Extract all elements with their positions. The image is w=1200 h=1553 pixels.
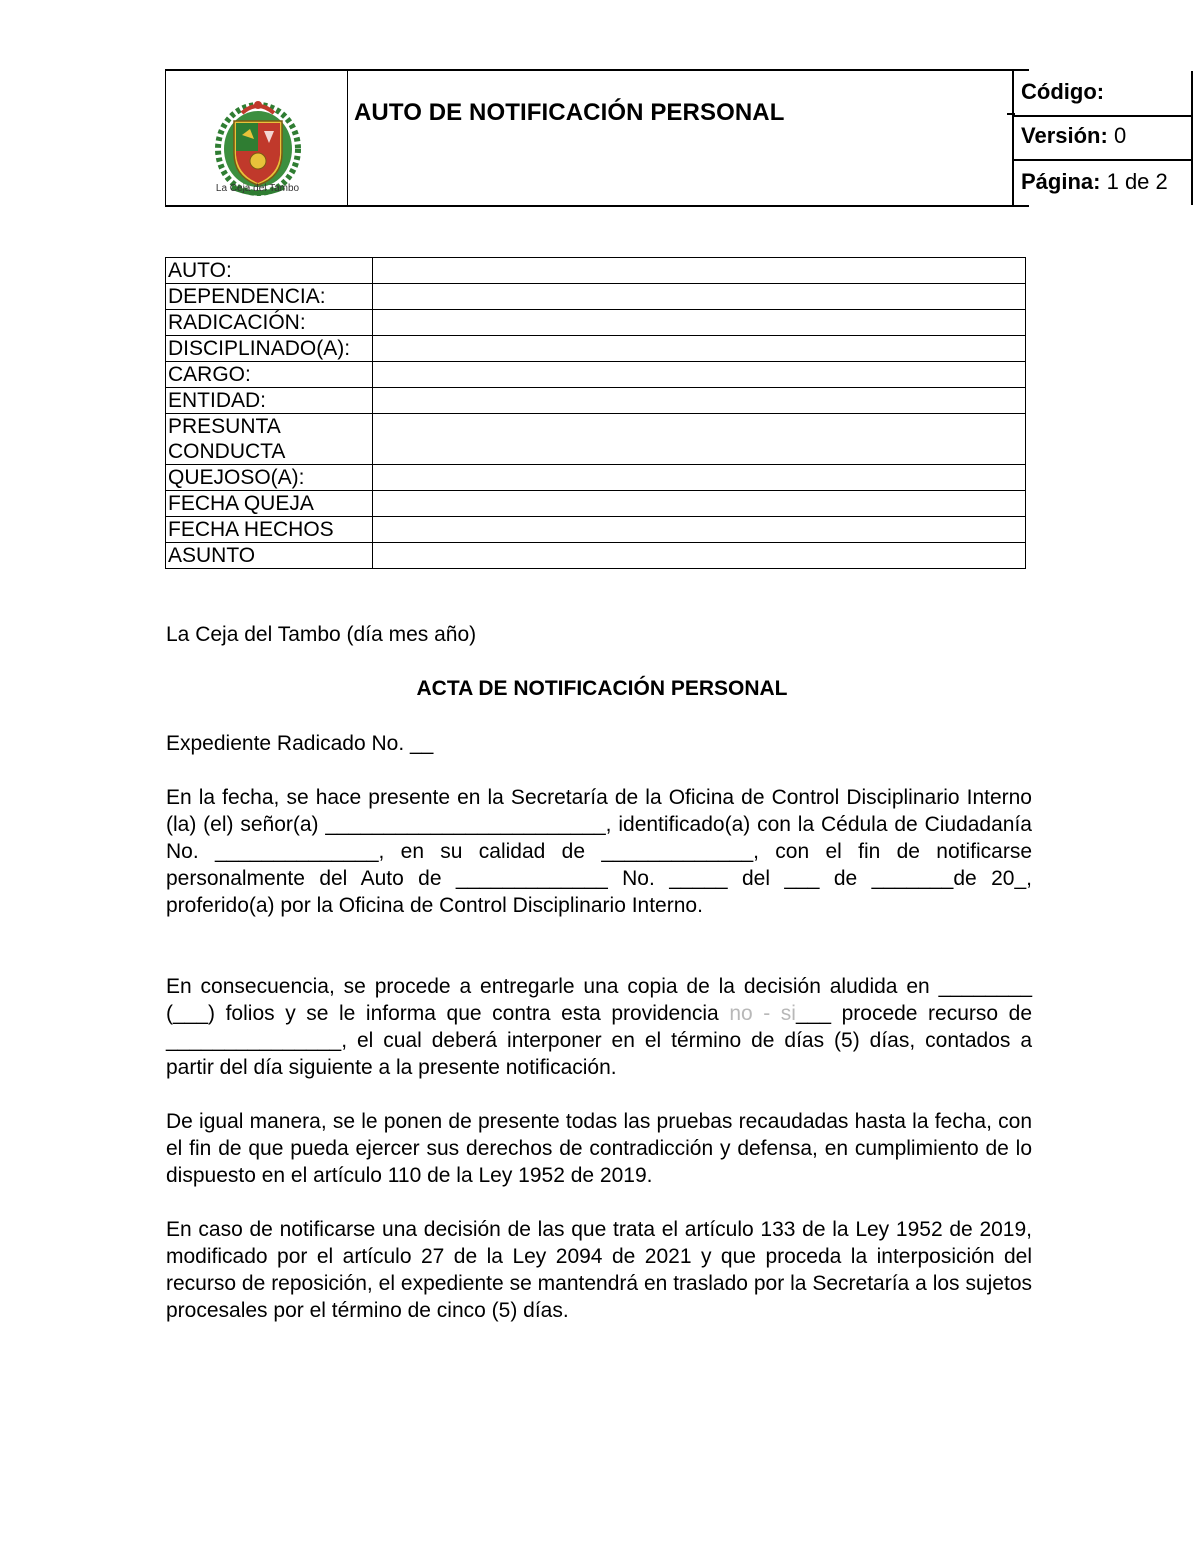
document-header xyxy=(165,69,1168,207)
row-label: AUTO: xyxy=(166,258,373,284)
acta-title: ACTA DE NOTIFICACIÓN PERSONAL xyxy=(416,677,788,700)
row-label: ASUNTO xyxy=(166,543,373,569)
version-row xyxy=(1014,115,1191,161)
paragraph-1: En la fecha, se hace presente en la Secretaría de la Oficina de Control Disciplinario Interno (la) (el) señor(a) ________________________, identificado(a) con la Cédula de Ciudadanía No. ______________, en su calidad de _____________, con el fin de notificarse personalmente del Auto de _____________ No. _____ del ___ de _______de 20_, proferido(a) por la Oficina de Control Disciplinario Interno. xyxy=(166,786,1032,917)
meta-cell xyxy=(1012,71,1193,205)
row-label: ENTIDAD: xyxy=(166,388,373,414)
row-value xyxy=(373,336,1026,362)
expediente-line: Expediente Radicado No. __ xyxy=(166,732,434,755)
version-label: Versión: xyxy=(1021,123,1108,148)
table-row xyxy=(166,362,1026,388)
row-label: RADICACIÓN: xyxy=(166,310,373,336)
version-value: 0 xyxy=(1113,123,1127,148)
row-label: QUEJOSO(A): xyxy=(166,465,373,491)
document-title: AUTO DE NOTIFICACIÓN PERSONAL xyxy=(354,99,785,126)
place-date: La Ceja del Tambo (día mes año) xyxy=(166,623,477,646)
paragraph-4: En caso de notificarse una decisión de las que trata el artículo 133 de la Ley 1952 de 2019, modificado por el artículo 27 de la Ley 2094 de 2021 y que proceda la interposición del recurso de reposición, el expediente se mantendrá en traslado por la Secretaría a los sujetos procesales por el término de cinco (5) días. xyxy=(166,1218,1032,1322)
code-label: Código: xyxy=(1021,79,1105,104)
table-row xyxy=(166,336,1026,362)
table-row xyxy=(166,465,1026,491)
row-label: FECHA QUEJA xyxy=(166,491,373,517)
row-value xyxy=(373,517,1026,543)
paragraph-2-option: no - si xyxy=(729,1002,796,1025)
row-label: CARGO: xyxy=(166,362,373,388)
table-row xyxy=(166,388,1026,414)
row-value xyxy=(373,543,1026,569)
row-label-line: CONDUCTA xyxy=(168,440,286,463)
case-info-table xyxy=(165,257,1026,569)
paragraph-3: De igual manera, se le ponen de presente todas las pruebas recaudadas hasta la fecha, con el fin de que pueda ejercer sus derechos de contradicción y defensa, en cumplimiento de lo dispuesto en el artículo 110 de la Ley 1952 de 2019. xyxy=(166,1110,1032,1187)
row-value xyxy=(373,465,1026,491)
paragraph-2 xyxy=(166,973,1032,1081)
page-row xyxy=(1014,161,1191,205)
code-row xyxy=(1014,71,1191,117)
row-value xyxy=(373,310,1026,336)
row-value xyxy=(373,362,1026,388)
row-value xyxy=(373,491,1026,517)
title-cell xyxy=(348,71,1012,205)
row-label: DEPENDENCIA: xyxy=(166,284,373,310)
paragraph-2-text: En consecuencia, se procede a entregarle una copia de la decisión aludida en ________ (___) folios y se le informa que contra esta providencia xyxy=(166,975,1032,1025)
row-label-line: PRESUNTA xyxy=(168,415,281,438)
logo-caption: La Ceja del Tambo xyxy=(215,183,300,194)
table-row xyxy=(166,284,1026,310)
row-value xyxy=(373,388,1026,414)
row-value xyxy=(373,414,1026,465)
table-row xyxy=(166,543,1026,569)
row-label xyxy=(166,414,373,465)
row-label: FECHA HECHOS xyxy=(166,517,373,543)
page-value: 1 de 2 xyxy=(1106,169,1168,194)
table-row xyxy=(166,310,1026,336)
logo-cell xyxy=(165,71,348,205)
paragraph-2-text-end: ___ procede recurso de _______________, el cual deberá interponer en el término de días (5) días, contados a partir del día siguiente a la presente notificación. xyxy=(166,1002,1033,1079)
row-value xyxy=(373,284,1026,310)
page-label: Página: xyxy=(1021,169,1101,194)
row-label: DISCIPLINADO(A): xyxy=(166,336,373,362)
table-row xyxy=(166,258,1026,284)
table-row xyxy=(166,517,1026,543)
table-row xyxy=(166,414,1026,465)
row-value xyxy=(373,258,1026,284)
table-row xyxy=(166,491,1026,517)
